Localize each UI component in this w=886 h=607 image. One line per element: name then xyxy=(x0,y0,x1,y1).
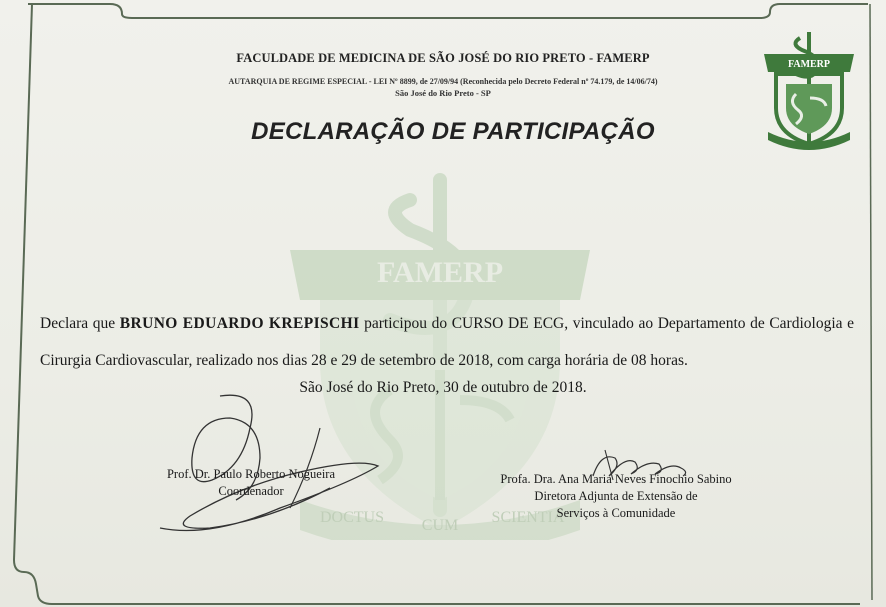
watermark-motto-left: DOCTUS xyxy=(319,509,385,526)
city-line: São José do Rio Preto - SP xyxy=(395,88,491,98)
participant-name: BRUNO EDUARDO KREPISCHI xyxy=(119,315,360,332)
watermark-motto-center: CUM xyxy=(421,517,459,534)
place-and-date: São José do Rio Preto, 30 de outubro de 2018. xyxy=(299,379,587,396)
signatory-right-name: Profa. Dra. Ana Maria Neves Finochio Sabino xyxy=(500,472,732,486)
signatory-right xyxy=(476,471,756,522)
legal-line: AUTARQUIA DE REGIME ESPECIAL - LEI Nº 8899, de 27/09/94 (Reconhecida pelo Decreto Federal nº 74.179, de 14/06/74) xyxy=(228,77,658,86)
declaration-paragraph xyxy=(40,305,854,379)
signatory-left-name: Prof. Dr. Paulo Roberto Nogueira xyxy=(166,467,336,481)
seal-label: FAMERP xyxy=(787,59,831,70)
declaration-details: participou do CURSO DE ECG, vinculado ao Departamento de Cardiologia e Cirurgia Cardiovascular, realizado nos dias 28 e 29 de setembro de 2018, com carga horária de 08 horas. xyxy=(40,315,855,369)
signatory-right-role-line2: Serviços à Comunidade xyxy=(556,506,676,520)
signatory-left-role: Coordenador xyxy=(218,484,284,498)
signatory-right-role-line1: Diretora Adjunta de Extensão de xyxy=(534,489,698,503)
signatory-left xyxy=(140,466,362,500)
declaration-intro: Declara que xyxy=(40,315,120,332)
watermark-name: FAMERP xyxy=(376,256,504,289)
institution-name: FACULDADE DE MEDICINA DE SÃO JOSÉ DO RIO PRETO - FAMERP xyxy=(236,51,650,65)
watermark-motto-right: SCIENTIA xyxy=(491,509,565,526)
document-title: DECLARAÇÃO DE PARTICIPAÇÃO xyxy=(251,118,655,145)
